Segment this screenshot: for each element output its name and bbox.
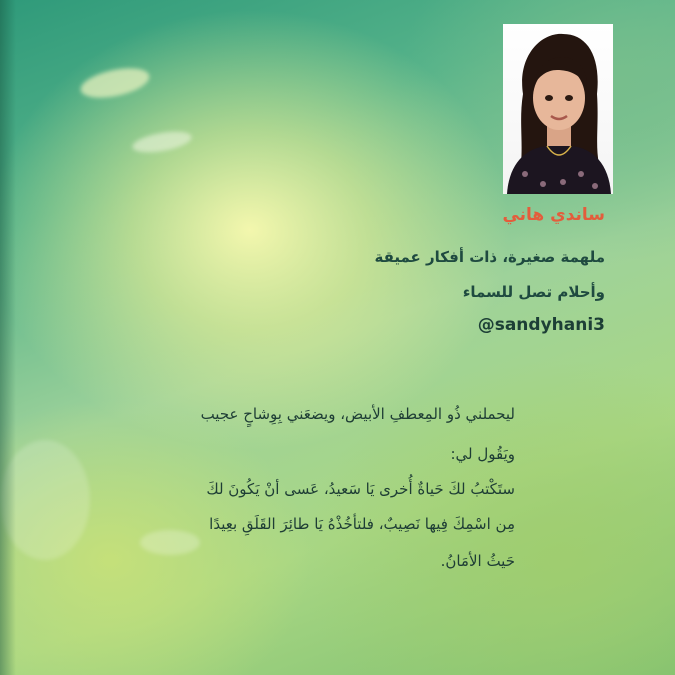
poem-line-2: ويَقُول لي: bbox=[450, 445, 515, 463]
poem-line-3: ستَكْتبُ لكَ حَياةٌ أُخرى يَا سَعيدُ، عَسى أنْ يَكُونَ لكَ bbox=[206, 480, 515, 498]
cover-spine-shadow bbox=[0, 0, 16, 675]
author-name: ساندي هاني bbox=[502, 205, 605, 225]
author-social-handle: @sandyhani3 bbox=[477, 315, 605, 335]
author-bio-line-2: وأحلام تصل للسماء bbox=[462, 283, 605, 301]
decorative-blob bbox=[131, 128, 193, 156]
poem-line-4: مِن اسْمِكَ فِيها نَصِيبٌ، فلتأخُذْهُ يَا طائِرَ القَلَقِ بعِيدًا bbox=[209, 515, 515, 533]
author-photo bbox=[503, 24, 613, 194]
decorative-blob bbox=[78, 63, 152, 103]
poem-line-1: ليحملني ذُو المِعطفِ الأبيض، ويضعَني بِوِشاحٍ عجيب bbox=[200, 405, 515, 423]
author-bio-line-1: ملهمة صغيرة، ذات أفكار عميقة bbox=[374, 248, 605, 266]
poem-line-5: حَيثُ الأمَانُ. bbox=[440, 552, 515, 570]
